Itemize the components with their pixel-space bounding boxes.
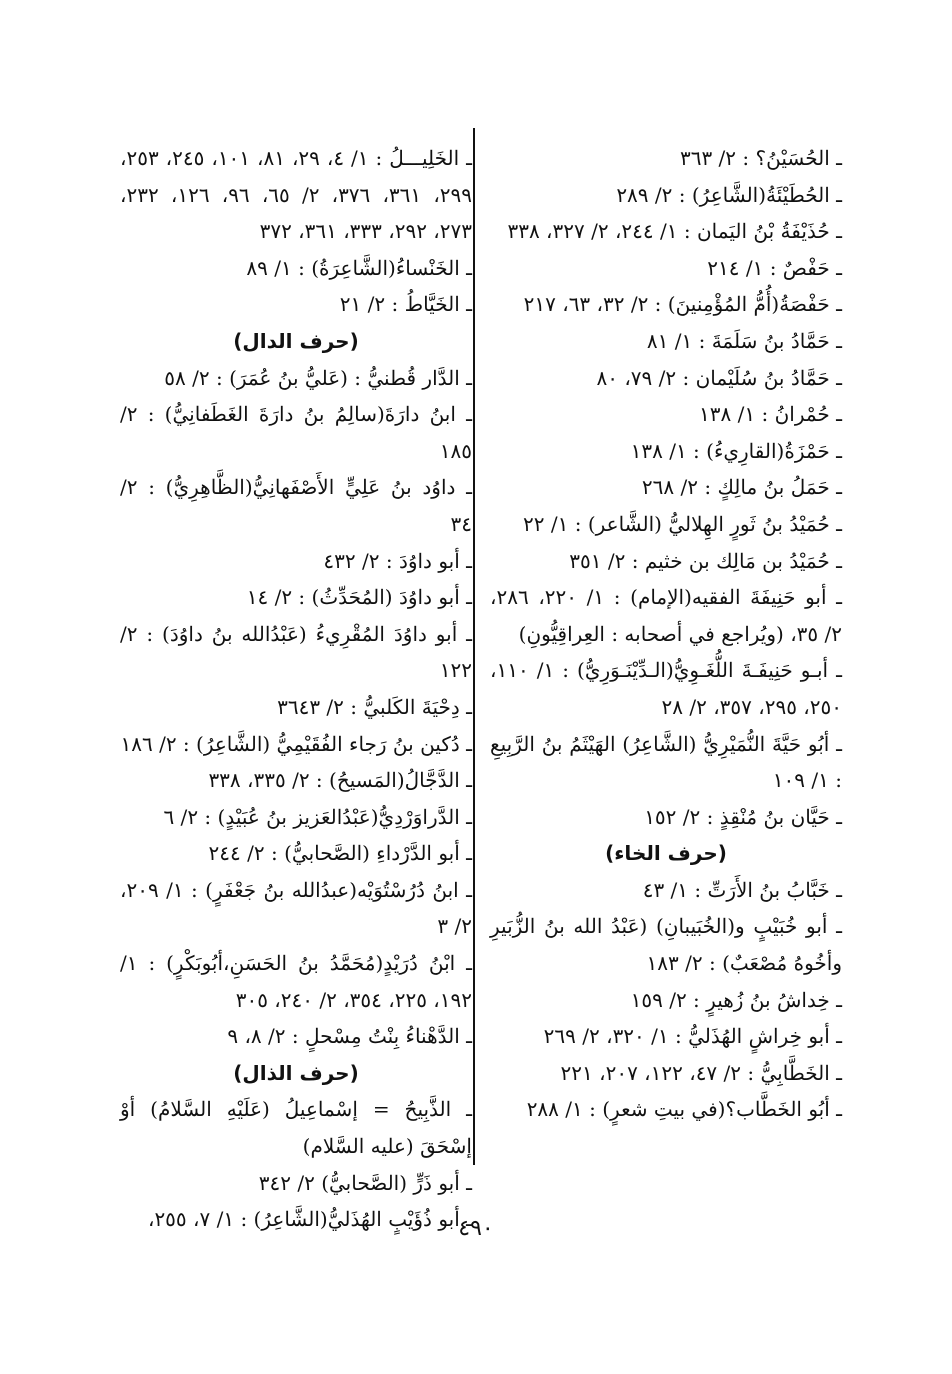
index-entry: ـ الحُسَيْنُ؟ : ٢/ ٣٦٣ bbox=[679, 146, 842, 170]
index-entry: ـ حَمَّادُ بنُ سُلَيْمان : ٢/ ٧٩، ٨٠ bbox=[596, 365, 842, 390]
index-entry: ـ أبو داوُدَ : ٢/ ٤٣٢ bbox=[323, 548, 472, 573]
index-entry: ـ الدَّجَّالُ(المَسيحُ) : ٢/ ٣٣٥، ٣٣٨ bbox=[208, 768, 472, 793]
index-entry: ـ الخَنْساءُ(الشَّاعِرَةُ) : ١/ ٨٩ bbox=[246, 255, 472, 280]
index-entry: ـ الدَّهْناءُ بِنْتُ مِسْحلٍ : ٢/ ٨، ٩ bbox=[227, 1024, 472, 1049]
index-entry: ـ حُمَيْدُ بنُ ثَورٍ الهِلاليُّ (الشَّاعر) : ١/ ٢٢ bbox=[523, 511, 842, 536]
index-entry: ـ الخَيَّاطُ : ٢/ ٢١ bbox=[339, 292, 472, 317]
index-entry: ـ أبو داوُدَ (المُحَدِّثُ) : ٢/ ١٤ bbox=[246, 585, 472, 610]
section-heading: (حرف الخاء) bbox=[605, 841, 727, 866]
index-entry: ـ حَفْصٌ : ١/ ٢١٤ bbox=[707, 255, 842, 280]
index-entry: ـ الخَلِيـــلُ : ١/ ٤، ٢٩، ٨١، ١٠١، ٢٤٥، ٢٥٣، ٢٩٩، ٣٦١، ٣٧٦، ٢/ ٦٥، ٩٦، ١٢٦، ٢٣٢، ٢٧٣، ٢٩٢، ٣٣٣، ٣٦١، ٣٧٢ bbox=[120, 146, 473, 244]
index-entry: ـ أبُو حَيَّةَ النُّمَيْرِيُّ (الشَّاعِرُ) الهَيْثَمُ بنُ الرَّبِيعِ : ١/ ١٠٩ bbox=[490, 731, 842, 793]
index-entry: ـ أبو حَنِيفَةَ الفقيه(الإمام) : ١/ ٢٢٠، ٢٨٦، ٢/ ٣٥، (ويُراجع في أصحابه : العِراقِيُّونِ) bbox=[490, 585, 843, 646]
index-entry: ـ أبو خُبَيْبٍ و(الخُبَيبانِ) (عَبْدُ الله بنُ الزُّبَيرِ وأخُوهُ مُصْعَبٌ) : ٢/ ١٨٣ bbox=[490, 914, 842, 976]
index-entry: ـ أبو الدَّرْداءِ (الصَّحابيُّ) : ٢/ ٢٤٤ bbox=[208, 841, 472, 866]
index-entry: ـ حَيَّان بنُ مُنْقِذٍ : ٢/ ١٥٢ bbox=[644, 804, 842, 829]
section-heading: (حرف الذال) bbox=[233, 1060, 359, 1085]
section-heading: (حرف الدال) bbox=[233, 328, 359, 353]
index-entry: ـ الذَّبِيحُ = إسْماعِيلُ (عَلَيْهِ السَّلامُ) أوْ إسْحَقَ (عليه السَّلام) bbox=[120, 1097, 472, 1159]
index-entry: ـ أبُو الخَطَّاب؟(في بيتِ شعرٍ) : ١/ ٢٨٨ bbox=[526, 1097, 842, 1122]
left-column bbox=[120, 140, 472, 1238]
index-entry: ـ خَبَّابُ بنُ الأَرَتِّ : ١/ ٤٣ bbox=[642, 877, 842, 902]
index-entry: ـ حَمْزَةُ(القارِيءُ) : ١/ ١٣٨ bbox=[630, 438, 842, 463]
index-entry: ـ الدَّار قُطنيُّ : (عَليُّ بنُ عُمَرَ) : ٢/ ٥٨ bbox=[164, 365, 472, 390]
index-entry: ـ حَفْصَةُ(أُمُّ المُؤْمِنينَ) : ٢/ ٣٢، ٦٣، ٢١٧ bbox=[523, 292, 842, 317]
index-entry: ـ حَمَّادُ بنُ سَلَمَةَ : ١/ ٨١ bbox=[646, 328, 842, 353]
index-entry: ـ أبو ذَرٍّ (الصَّحابيُّ) ٢/ ٣٤٢ bbox=[258, 1170, 472, 1195]
index-entry: ـ ابنُ دُرُسْتُوَيْه(عبدُالله بنُ جَعْفَرٍ) : ١/ ٢٠٩، ٢/ ٣ bbox=[120, 877, 472, 939]
index-entry: ـ ابنُ دارَةَ(سالِمُ بنُ دارَةَ الغَطَفانِيُّ) : ٢/ ١٨٥ bbox=[120, 402, 472, 463]
index-entry: ـ حُذَيْفَةُ بْنُ اليَمان : ١/ ٢٤٤، ٢/ ٣٢٧، ٣٣٨ bbox=[507, 219, 842, 244]
index-entry: ـ أبو ذُؤَيْبٍ الهُذَليُّ(الشَّاعِرُ) : ١/ ٧، ٢٥٥، bbox=[147, 1207, 472, 1232]
index-entry: ـ داوُد بنُ عَلِيٍّ الأَصْفَهانِيُّ(الظَّاهِرِيُّ) : ٢/ ٣٤ bbox=[120, 475, 472, 536]
index-entry: ـ خِداشُ بنُ زُهيرٍ : ٢/ ١٥٩ bbox=[630, 987, 842, 1012]
index-entry: ـ دُكين بنُ رَجاء الفُقَيْمِيُّ (الشَّاعِرُ) : ٢/ ١٨٦ bbox=[120, 731, 472, 756]
column-divider bbox=[473, 128, 475, 1165]
index-entry: ـ حُمَيْدُ بن مَالِك بن خثيم : ٢/ ٣٥١ bbox=[569, 548, 842, 573]
index-entry: ـ دِحْيَةَ الكَلبيُّ : ٢/ ٣٦٤٣ bbox=[277, 694, 472, 719]
index-entry: ـ الخَطَّابِيُّ : ٢/ ٤٧، ١٢٢، ٢٠٧، ٢٢١ bbox=[560, 1060, 842, 1085]
index-entry: ـ ابْنُ دُرَيْدٍ(مُحَمَّدُ بنُ الحَسَنِ،أبُوبَكْرٍ) : ١/ ١٩٢، ٢٢٥، ٣٥٤، ٢/ ٢٤٠، ٣٠٥ bbox=[120, 951, 472, 1012]
index-entry: ـ حَمَلُ بنُ مالِكٍ : ٢/ ٢٦٨ bbox=[641, 475, 842, 500]
index-entry: ـ أبـو حَنِيفَـةَ اللُّغَـوِيُّ(الـدِّيْنَـوَرِيُّ) : ١/ ١١٠، ٢٥٠، ٢٩٥، ٣٥٧، ٢/ ٢٨ bbox=[490, 658, 842, 719]
index-entry: ـ الحُطَيْئَةُ(الشَّاعِرُ) : ٢/ ٢٨٩ bbox=[616, 182, 842, 207]
index-entry: ـ أبو داوُدَ المُقْرِيءُ (عَبْدُالله بنُ داوُدَ) : ٢/ ١٢٢ bbox=[120, 621, 472, 683]
index-entry: ـ حُمْرانُ : ١/ ١٣٨ bbox=[699, 402, 842, 427]
index-entry: ـ أبو خِراشٍ الهُذَليُّ : ١/ ٣٢٠، ٢/ ٢٦٩ bbox=[543, 1024, 842, 1049]
page-number: ٤٩٠ bbox=[458, 1216, 494, 1241]
right-column bbox=[490, 140, 842, 1128]
index-entry: ـ الدَّراوَرْدِيُّ(عَبْدُالعَزيز بنُ عُبَيْدٍ) : ٢/ ٦ bbox=[163, 804, 472, 829]
